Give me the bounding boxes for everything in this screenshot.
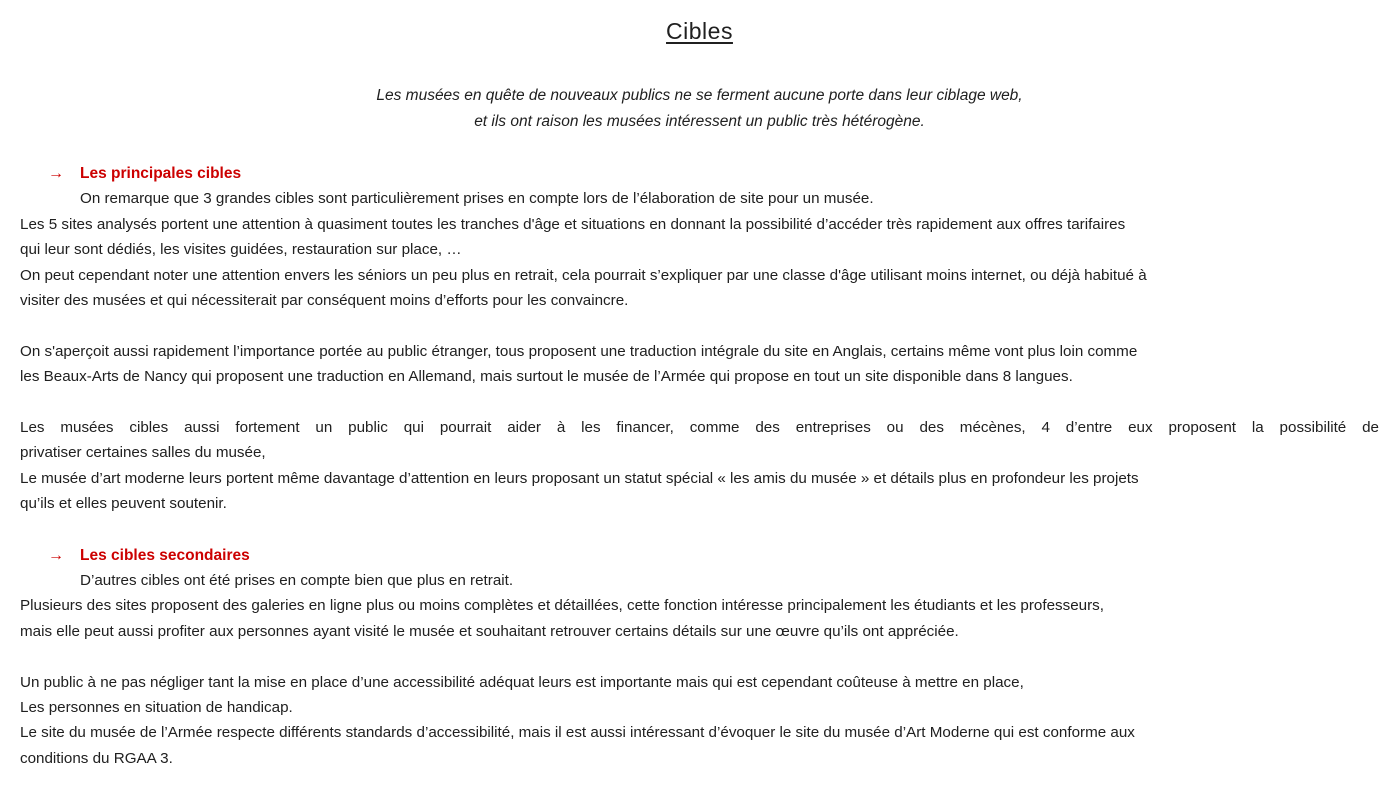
body-line: Les personnes en situation de handicap. [20,699,293,717]
subtitle-line: et ils ont raison les musées intéressent un public très hétérogène. [474,113,925,130]
section-heading: Les principales cibles [80,165,242,182]
body-line: Le musée d’art moderne leurs portent même davantage d’attention en leurs proposant un statut spécial « les amis du musée » et détails plus en profondeur les projets [20,469,1139,487]
body-line: On remarque que 3 grandes cibles sont particulièrement prises en compte lors de l’élaboration de site pour un musée. [80,190,874,208]
body-line: D’autres cibles ont été prises en compte bien que plus en retrait. [80,572,514,590]
page-title: Cibles [666,18,733,44]
body-line: Plusieurs des sites proposent des galeries en ligne plus ou moins complètes et détaillées, cette fonction intéresse principalement les étudiants et les professeurs, [20,597,1104,615]
blank-line [20,644,1379,669]
arrow-bullet-icon: → [48,165,64,182]
section-heading-row [20,543,1379,568]
section-cibles-secondaires [20,543,1379,772]
body-line: Le site du musée de l’Armée respecte différents standards d’accessibilité, mais il est aussi intéressant d’évoquer le site du musée d’Art Moderne qui est conforme aux [20,724,1135,742]
body-line: conditions du RGAA 3. [20,749,173,767]
body-line: privatiser certaines salles du musée, [20,444,266,462]
document-subtitle [20,83,1379,135]
section-heading: Les cibles secondaires [80,546,250,564]
section-heading-row [20,161,1379,186]
section-principales-cibles [20,161,1379,517]
body-line: Les 5 sites analysés portent une attention à quasiment toutes les tranches d'âge et situations en donnant la possibilité d’accéder très rapidement aux offres tarifaires [20,215,1126,233]
body-line: qu’ils et elles peuvent soutenir. [20,495,227,513]
blank-line [20,313,1379,338]
body-line: visiter des musées et qui nécessiterait par conséquent moins d’efforts pour les convaincre. [20,292,629,310]
body-line: les Beaux-Arts de Nancy qui proposent une traduction en Allemand, mais surtout le musée de l’Armée qui propose en tout un site disponible dans 8 langues. [20,368,1073,386]
body-line: Un public à ne pas négliger tant la mise en place d’une accessibilité adéquat leurs est importante mais qui est cependant coûteuse à mettre en place, [20,673,1024,691]
body-line: On s'aperçoit aussi rapidement l’importance portée au public étranger, tous proposent une traduction intégrale du site en Anglais, certains même vont plus loin comme [20,342,1138,360]
body-line: qui leur sont dédiés, les visites guidées, restauration sur place, … [20,241,462,259]
body-line: Les musées cibles aussi fortement un public qui pourrait aider à les financer, comme des entreprises ou des mécènes, 4 d’entre eux proposent la possibilité de [20,419,1379,437]
arrow-bullet-icon: → [48,546,64,564]
subtitle-line: Les musées en quête de nouveaux publics ne se ferment aucune porte dans leur ciblage web, [376,87,1023,104]
blank-line [20,390,1379,415]
body-line: mais elle peut aussi profiter aux personnes ayant visité le musée et souhaitant retrouver certains détails sur une œuvre qu’ils ont appréciée. [20,622,959,640]
body-line: On peut cependant noter une attention envers les séniors un peu plus en retrait, cela pourrait s’expliquer par une classe d'âge utilisant moins internet, ou déjà habitué à [20,266,1147,284]
